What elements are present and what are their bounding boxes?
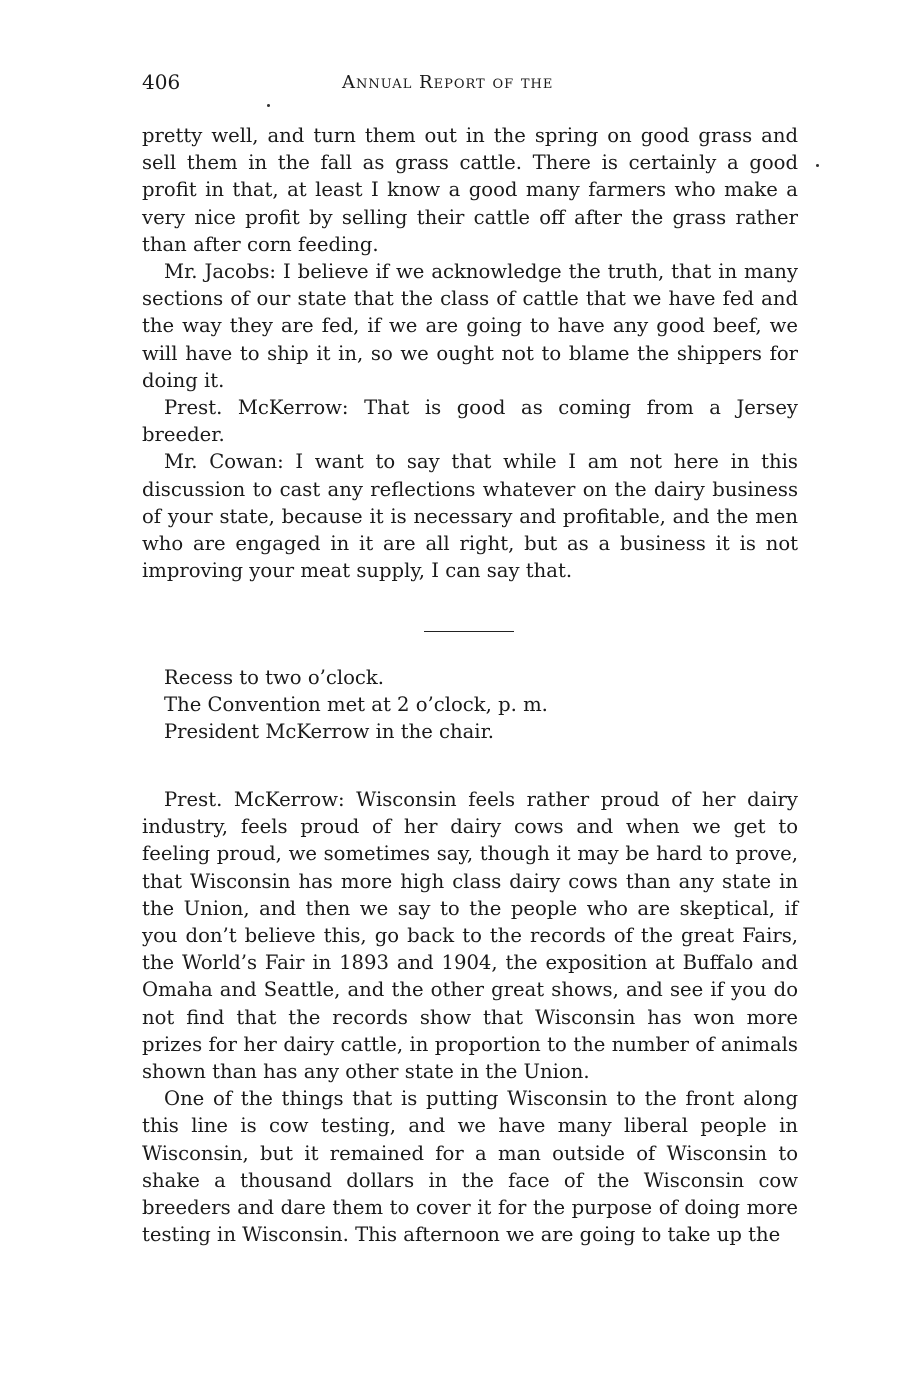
paragraph-mckerrow-wisconsin: Prest. McKerrow: Wisconsin feels rather proud of her dairy industry, feels proud of her dairy cows and when we get to feeling proud, we sometimes say, though it may be hard to prove, that Wisconsin has more high class dairy cows than any state in the Union, and then we say to the people who are skeptical, if you don’t believe this, go back to the records of the great Fairs, the World’s Fair in 1893 and 1904, the exposition at Buffalo and Omaha and Seattle, and the other great shows, and see if you do not find that the records show that Wisconsin has won more prizes for her dairy cattle, in proportion to the number of animals shown than has any other state in the Union.: [142, 788, 798, 1084]
paragraph-cowan: Mr. Cowan: I want to say that while I am not here in this discussion to cast any reflections whatever on the dairy business of your state, because it is necessary and profitable, and the men who are engaged in it are all right, but as a business it is not improving your meat supply, I can say that.: [142, 450, 798, 583]
section-divider: [424, 631, 514, 632]
paragraph-continuation: pretty well, and turn them out in the spring on good grass and sell them in the fall as grass cattle. There is certainly a good profit in that, at least I know a good many farmers who make a very nice profit by selling their cattle off after the grass rather than after corn feeding.: [142, 124, 798, 256]
paragraph-cow-testing: One of the things that is putting Wisconsin to the front along this line is cow testing, and we have many liberal people in Wisconsin, but it remained for a man outside of Wisconsin to shake a thousand dollars in the face of the Wisconsin cow breeders and dare them to cover it for the purpose of doing more testing in Wisconsin. This afternoon we are going to take up the: [142, 1087, 798, 1247]
recess-notice: [164, 664, 548, 746]
convention-line: The Convention met at 2 o’clock, p. m.: [164, 693, 548, 717]
paragraph-mckerrow-jersey: Prest. McKerrow: That is good as coming from a Jersey breeder.: [142, 396, 798, 447]
chair-line: President McKerrow in the chair.: [164, 720, 495, 744]
discussion-block-morning: [142, 122, 798, 584]
paragraph-jacobs: Mr. Jacobs: I believe if we acknowledge the truth, that in many sections of our state that the class of cattle that we have fed and the way they are fed, if we are going to have any good beef, we will have to ship it in, so we ought not to blame the shippers for doing it.: [142, 260, 798, 392]
running-head: Annual Report of the: [342, 72, 554, 93]
print-speck: [816, 164, 819, 167]
page-number: 406: [142, 70, 181, 94]
print-speck: [267, 104, 270, 107]
page-header: [142, 70, 802, 100]
recess-line: Recess to two o’clock.: [164, 666, 384, 689]
discussion-block-afternoon: [142, 786, 798, 1248]
